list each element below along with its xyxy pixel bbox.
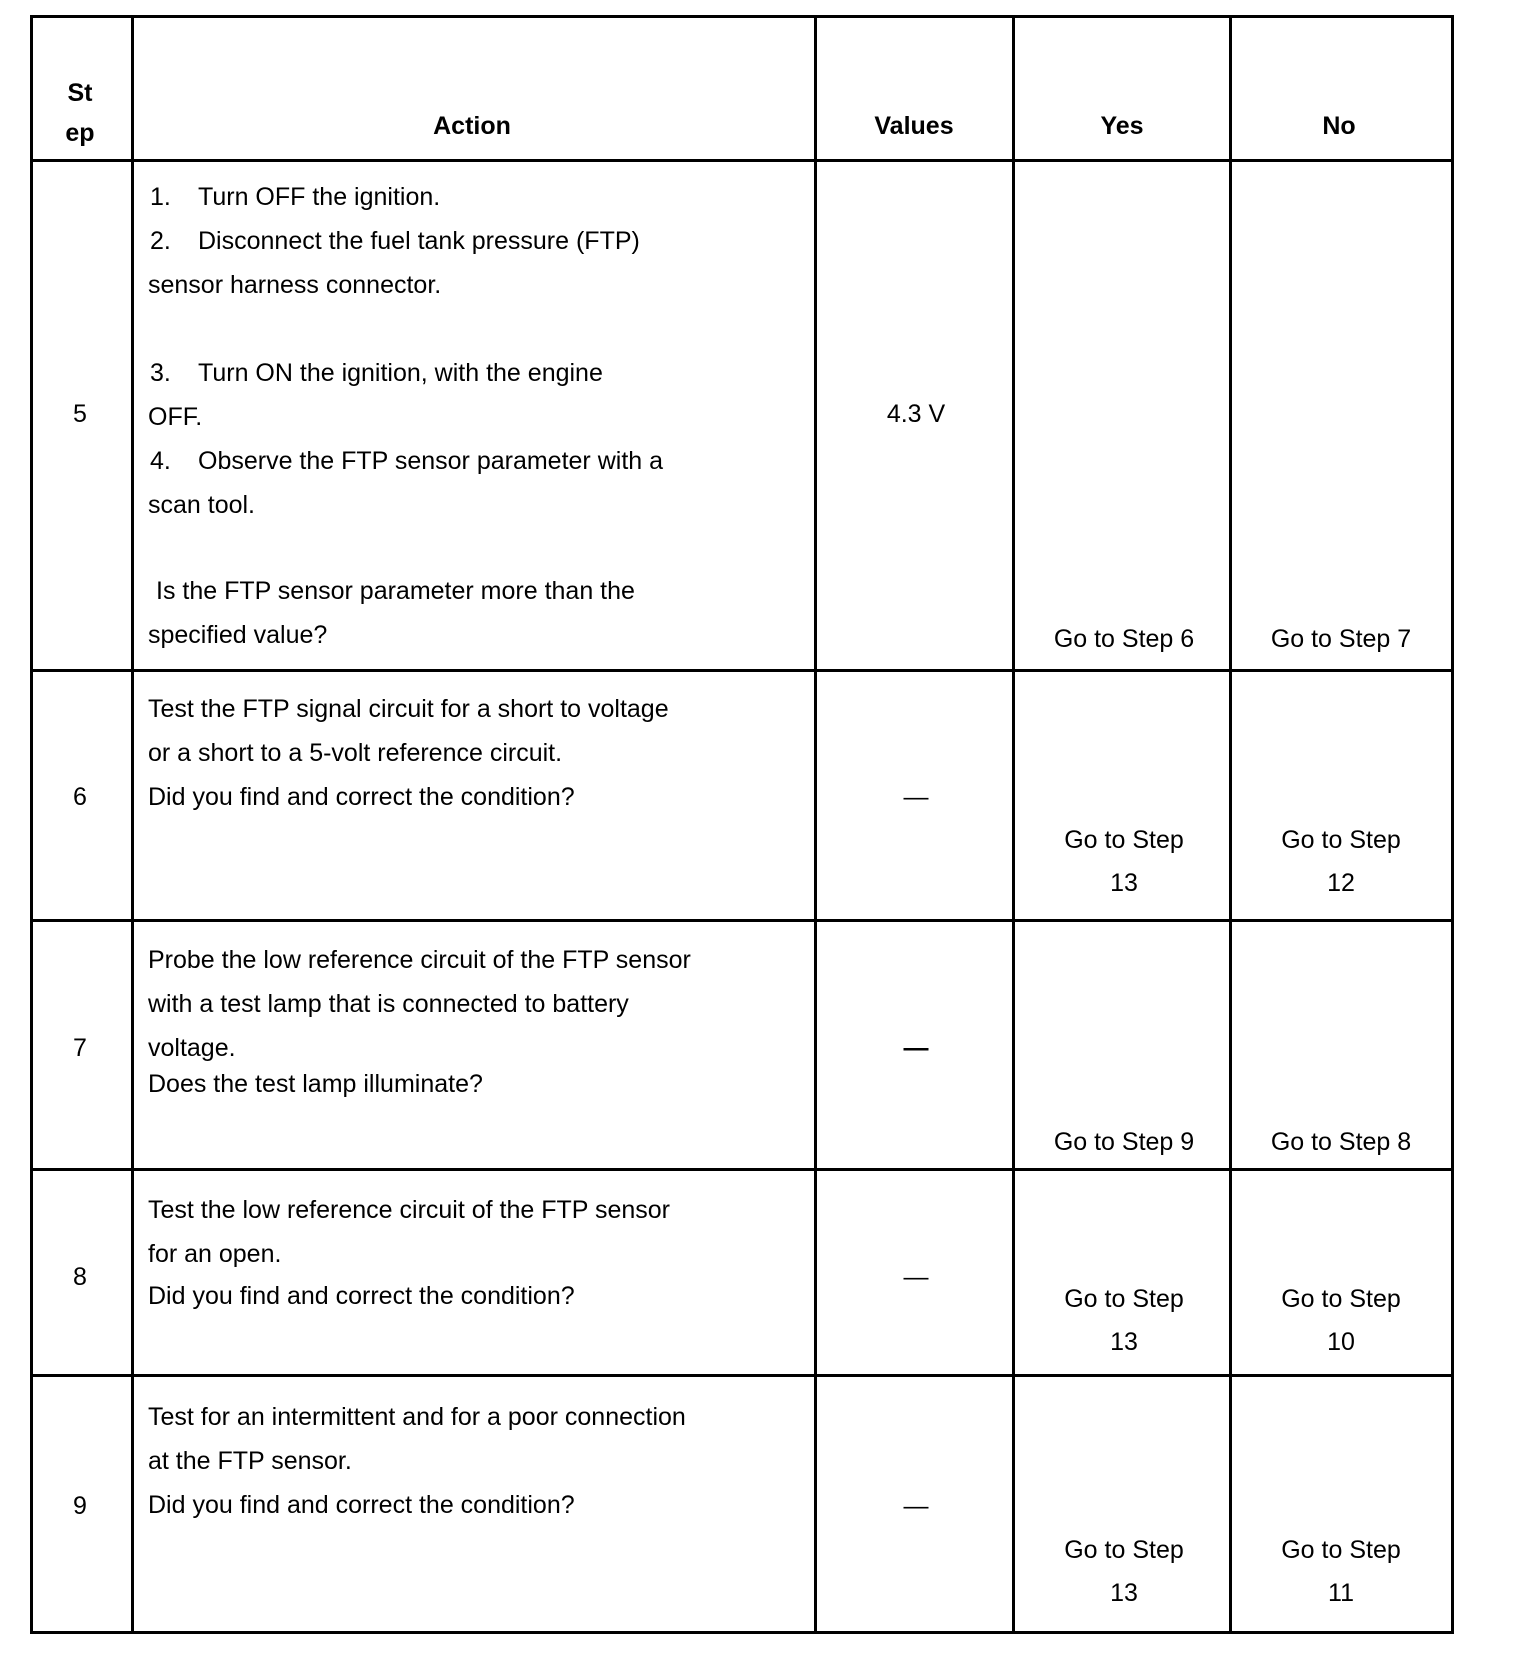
row-divider bbox=[30, 1374, 1454, 1377]
action-item bbox=[148, 183, 440, 212]
action-question: Did you find and correct the condition? bbox=[148, 1282, 575, 1310]
table-border-top bbox=[30, 15, 1454, 18]
yes-cell-line2: 13 bbox=[1110, 869, 1138, 897]
action-text: Turn ON the ignition, with the engine bbox=[198, 359, 603, 387]
action-text: for an open. bbox=[148, 1240, 282, 1268]
table-border-bottom bbox=[30, 1631, 1454, 1634]
header-step bbox=[30, 73, 130, 153]
action-text: voltage. bbox=[148, 1034, 236, 1062]
table-border-left bbox=[30, 15, 33, 1634]
header-step-line1: St bbox=[67, 79, 93, 107]
table-border-right bbox=[1451, 15, 1454, 1634]
value-cell: — bbox=[903, 1034, 929, 1062]
yes-cell bbox=[1016, 819, 1232, 905]
no-cell-line1: Go to Step bbox=[1281, 1536, 1401, 1564]
yes-cell-line2: 13 bbox=[1110, 1579, 1138, 1607]
column-divider bbox=[131, 15, 134, 1634]
header-action: Action bbox=[433, 112, 511, 140]
action-question: Does the test lamp illuminate? bbox=[148, 1070, 483, 1098]
value-cell: — bbox=[903, 1263, 929, 1291]
no-cell-line2: 11 bbox=[1328, 1579, 1354, 1607]
action-question: Did you find and correct the condition? bbox=[148, 1491, 575, 1519]
step-number: 9 bbox=[73, 1492, 87, 1520]
row-divider bbox=[30, 1168, 1454, 1171]
no-cell bbox=[1233, 1278, 1449, 1364]
value-cell: — bbox=[903, 783, 929, 811]
header-yes: Yes bbox=[1100, 112, 1144, 140]
action-text: at the FTP sensor. bbox=[148, 1447, 352, 1475]
yes-cell bbox=[1016, 1529, 1232, 1615]
yes-cell bbox=[1016, 1278, 1232, 1364]
action-text: Test for an intermittent and for a poor connection bbox=[148, 1403, 686, 1431]
step-number: 5 bbox=[73, 400, 87, 428]
yes-cell-line2: 13 bbox=[1110, 1328, 1138, 1356]
yes-cell: Go to Step 6 bbox=[1053, 625, 1195, 653]
action-text: Observe the FTP sensor parameter with a bbox=[198, 447, 664, 475]
yes-cell-line1: Go to Step bbox=[1064, 826, 1184, 854]
action-text: OFF. bbox=[148, 403, 203, 431]
row-divider bbox=[30, 919, 1454, 922]
column-divider bbox=[1012, 15, 1015, 1634]
value-cell: — bbox=[903, 1492, 929, 1520]
row-divider bbox=[30, 669, 1454, 672]
action-question: Is the FTP sensor parameter more than the bbox=[156, 577, 635, 605]
step-number: 6 bbox=[73, 783, 87, 811]
action-text: Disconnect the fuel tank pressure (FTP) bbox=[198, 227, 640, 255]
action-item bbox=[148, 447, 663, 476]
header-step-line2: ep bbox=[65, 119, 95, 147]
action-question: Did you find and correct the condition? bbox=[148, 783, 575, 811]
no-cell: Go to Step 8 bbox=[1270, 1128, 1412, 1156]
action-text: Test the FTP signal circuit for a short to voltage bbox=[148, 695, 669, 723]
action-text: Probe the low reference circuit of the FTP sensor bbox=[148, 946, 691, 974]
no-cell-line1: Go to Step bbox=[1281, 1285, 1401, 1313]
no-cell-line2: 10 bbox=[1327, 1328, 1355, 1356]
no-cell: Go to Step 7 bbox=[1270, 625, 1412, 653]
header-no: No bbox=[1322, 112, 1356, 140]
no-cell-line1: Go to Step bbox=[1281, 826, 1401, 854]
yes-cell: Go to Step 9 bbox=[1053, 1128, 1195, 1156]
action-item bbox=[148, 359, 603, 388]
action-text: Turn OFF the ignition. bbox=[198, 183, 441, 211]
action-question: specified value? bbox=[148, 621, 328, 649]
no-cell bbox=[1233, 819, 1449, 905]
no-cell-line2: 12 bbox=[1327, 869, 1355, 897]
action-text: scan tool. bbox=[148, 491, 256, 519]
action-text: or a short to a 5-volt reference circuit. bbox=[148, 739, 563, 767]
yes-cell-line1: Go to Step bbox=[1064, 1536, 1184, 1564]
value-cell: 4.3 V bbox=[886, 400, 946, 428]
step-number: 8 bbox=[73, 1263, 87, 1291]
list-number: 2. bbox=[150, 227, 171, 255]
list-number: 3. bbox=[150, 359, 171, 387]
list-number: 4. bbox=[150, 447, 171, 475]
list-number: 1. bbox=[150, 183, 171, 211]
action-text: sensor harness connector. bbox=[148, 271, 442, 299]
header-values: Values bbox=[874, 112, 954, 140]
action-item bbox=[148, 227, 640, 256]
action-text: Test the low reference circuit of the FTP sensor bbox=[148, 1196, 670, 1224]
column-divider bbox=[814, 15, 817, 1634]
action-text: with a test lamp that is connected to battery bbox=[148, 990, 629, 1018]
header-divider bbox=[30, 159, 1454, 162]
yes-cell-line1: Go to Step bbox=[1064, 1285, 1184, 1313]
no-cell bbox=[1233, 1529, 1449, 1615]
step-number: 7 bbox=[73, 1034, 87, 1062]
